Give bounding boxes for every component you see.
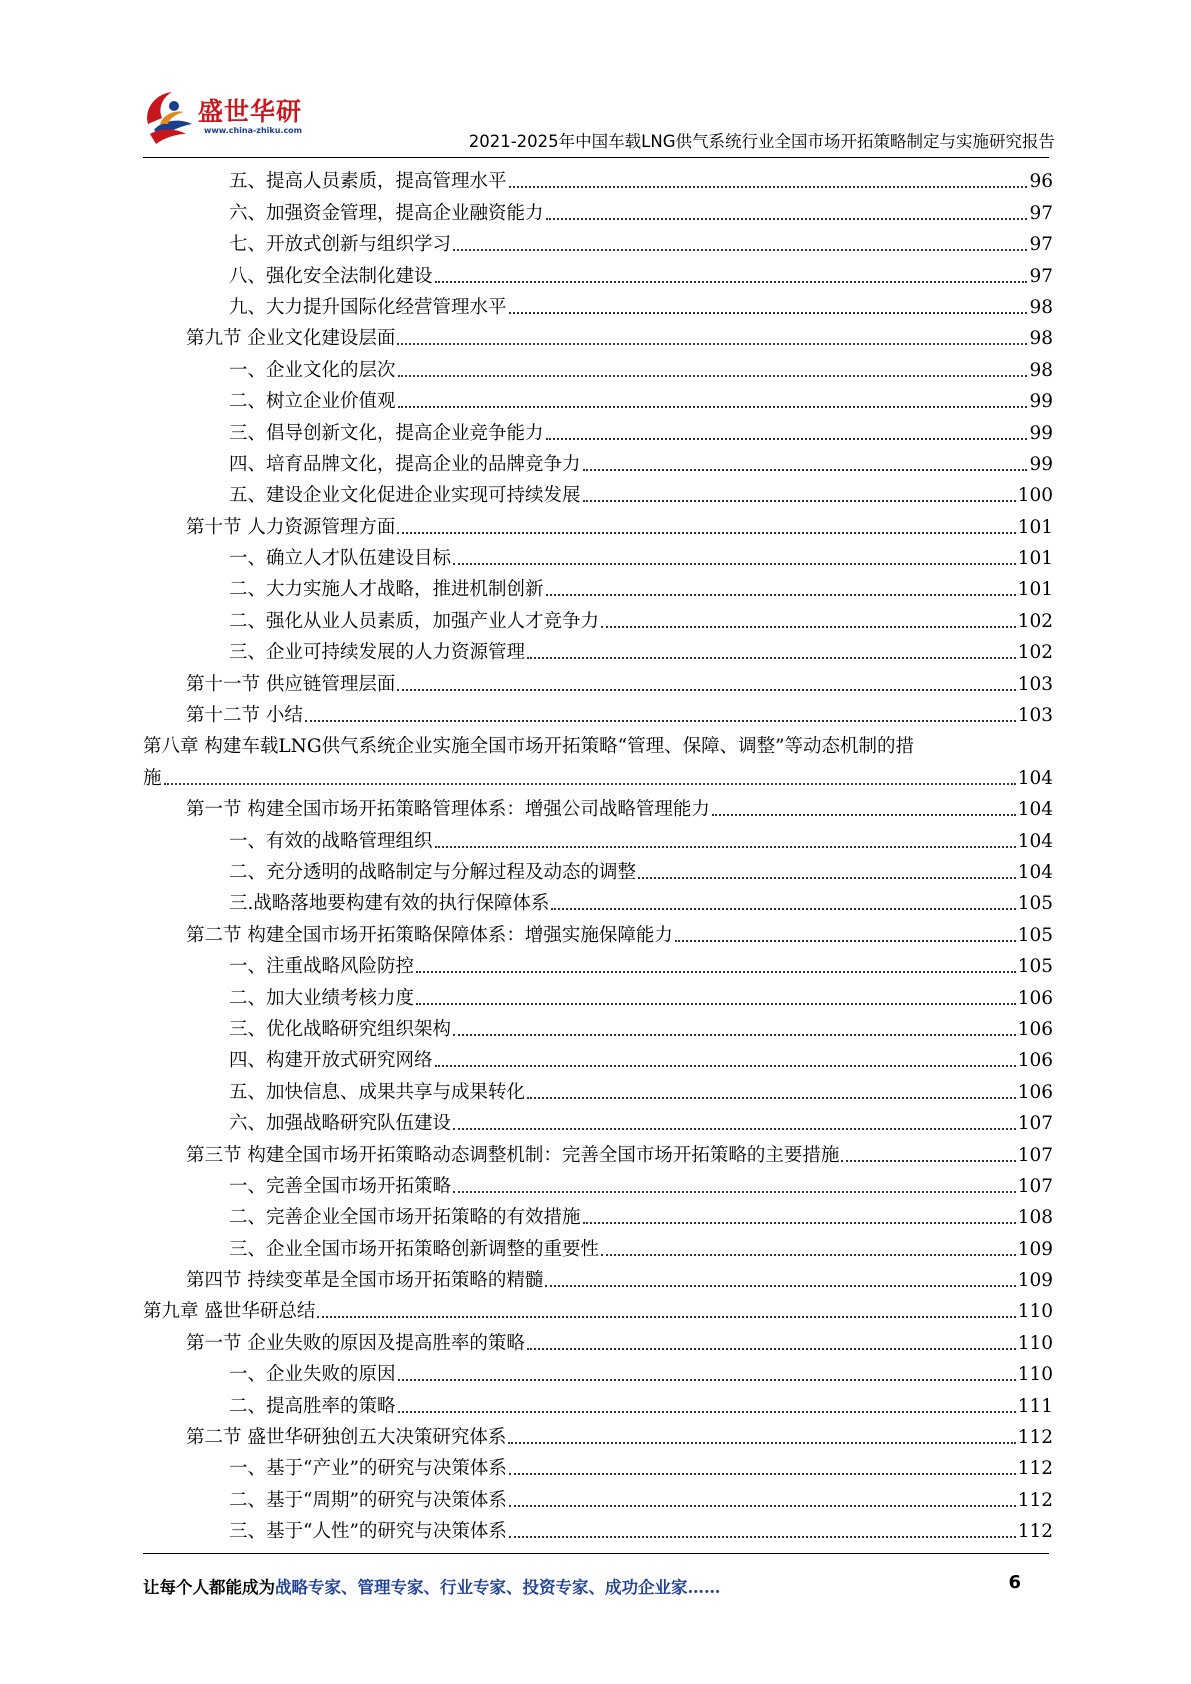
toc-entry[interactable] <box>143 916 1053 947</box>
toc-entry-page: 103 <box>1017 705 1053 727</box>
toc-entry-page: 102 <box>1017 610 1053 632</box>
toc-entry-page: 105 <box>1017 924 1053 946</box>
logo-emblem-icon <box>140 84 206 146</box>
toc-entry[interactable] <box>143 571 1053 602</box>
toc-entry-page: 110 <box>1017 1332 1053 1354</box>
toc-entry-label: 五、建设企业文化促进企业实现可持续发展 <box>229 485 581 507</box>
toc-entry-page: 106 <box>1017 1050 1053 1072</box>
toc-entry[interactable] <box>143 1230 1053 1261</box>
toc-entry-page: 108 <box>1017 1207 1053 1229</box>
toc-entry[interactable] <box>143 446 1053 477</box>
toc-entry-page: 104 <box>1017 830 1053 852</box>
toc-leader-dots <box>508 1442 1015 1444</box>
toc-entry-label: 八、强化安全法制化建设 <box>229 265 433 287</box>
toc-entry[interactable] <box>143 163 1053 194</box>
toc-entry-label: 五、加快信息、成果共享与成果转化 <box>229 1081 526 1103</box>
toc-leader-dots <box>509 1473 1016 1475</box>
toc-entry-label: 第二节 构建全国市场开拓策略保障体系：增强实施保障能力 <box>186 924 673 946</box>
toc-entry-page: 104 <box>1017 799 1053 821</box>
toc-leader-dots <box>509 312 1028 314</box>
toc-entry-page: 110 <box>1017 1364 1053 1386</box>
footer-slogan-prefix: 让每个人都能成为 <box>143 1578 275 1597</box>
toc-entry-label: 五、提高人员素质，提高管理水平 <box>229 171 507 193</box>
toc-entry-page: 112 <box>1017 1427 1053 1449</box>
toc-entry[interactable] <box>143 759 1053 790</box>
toc-entry[interactable] <box>143 351 1053 382</box>
toc-leader-dots <box>509 186 1028 188</box>
toc-entry-page: 107 <box>1017 1144 1053 1166</box>
toc-entry-label: 第十二节 小结 <box>186 705 303 727</box>
toc-entry-label: 三、倡导创新文化，提高企业竞争能力 <box>229 422 544 444</box>
toc-entry-page: 99 <box>1029 391 1053 413</box>
toc-leader-dots <box>416 971 1016 973</box>
toc-entry[interactable] <box>143 1105 1053 1136</box>
toc-entry[interactable] <box>143 320 1053 351</box>
toc-entry-label: 第十一节 供应链管理层面 <box>186 673 396 695</box>
toc-entry-label: 九、大力提升国际化经营管理水平 <box>229 296 507 318</box>
toc-entry-label: 一、有效的战略管理组织 <box>229 830 433 852</box>
toc-entry[interactable] <box>143 540 1053 571</box>
toc-leader-dots <box>435 281 1028 283</box>
toc-leader-dots <box>398 1411 1016 1413</box>
toc-entry[interactable] <box>143 1419 1053 1450</box>
toc-entry[interactable] <box>143 854 1053 885</box>
toc-entry[interactable] <box>143 1324 1053 1355</box>
toc-entry-page: 112 <box>1017 1489 1053 1511</box>
toc-entry[interactable] <box>143 791 1053 822</box>
toc-entry-label: 第十节 人力资源管理方面 <box>186 516 396 538</box>
toc-leader-dots <box>546 218 1028 220</box>
toc-entry[interactable] <box>143 885 1053 916</box>
footer-slogan <box>143 1574 721 1598</box>
toc-entry-label: 第八章 构建车载LNG供气系统企业实施全国市场开拓策略“管理、保障、调整”等动态机制的措 <box>143 736 915 758</box>
toc-entry-label: 二、提高胜率的策略 <box>229 1395 396 1417</box>
toc-entry[interactable] <box>143 289 1053 320</box>
toc-entry[interactable] <box>143 1042 1053 1073</box>
toc-leader-dots <box>305 720 1016 722</box>
toc-entry[interactable] <box>143 1387 1053 1418</box>
toc-leader-dots <box>398 1379 1016 1381</box>
toc-entry[interactable] <box>143 1168 1053 1199</box>
toc-entry-label: 六、加强战略研究队伍建设 <box>229 1113 452 1135</box>
toc-leader-dots <box>712 814 1016 816</box>
toc-entry-label: 二、树立企业价值观 <box>229 391 396 413</box>
toc-entry[interactable] <box>143 1199 1053 1230</box>
toc-leader-dots <box>583 469 1028 471</box>
toc-entry-label: 一、企业文化的层次 <box>229 359 396 381</box>
toc-leader-dots <box>453 1034 1016 1036</box>
toc-entry-label: 第二节 盛世华研独创五大决策研究体系 <box>186 1427 507 1449</box>
toc-entry[interactable] <box>143 257 1053 288</box>
toc-entry-page: 107 <box>1017 1175 1053 1197</box>
toc-entry-label: 第一节 构建全国市场开拓策略管理体系：增强公司战略管理能力 <box>186 799 710 821</box>
toc-entry[interactable] <box>143 602 1053 633</box>
toc-entry[interactable] <box>143 1136 1053 1167</box>
toc-entry-page: 112 <box>1017 1521 1053 1543</box>
toc-entry-label: 三、优化战略研究组织架构 <box>229 1018 452 1040</box>
toc-leader-dots <box>601 626 1016 628</box>
toc-entry[interactable] <box>143 1356 1053 1387</box>
toc-leader-dots <box>545 1285 1015 1287</box>
toc-entry-page: 99 <box>1029 453 1053 475</box>
table-of-contents <box>143 163 1053 1544</box>
toc-leader-dots <box>841 1160 1015 1162</box>
toc-entry-page: 106 <box>1017 987 1053 1009</box>
toc-entry-page: 109 <box>1017 1238 1053 1260</box>
toc-leader-dots <box>601 1254 1016 1256</box>
toc-entry-page: 106 <box>1017 1081 1053 1103</box>
toc-entry-page: 105 <box>1017 956 1053 978</box>
toc-leader-dots <box>546 438 1028 440</box>
toc-entry-page: 101 <box>1017 579 1053 601</box>
toc-leader-dots <box>551 908 1015 910</box>
toc-entry-page: 99 <box>1029 422 1053 444</box>
toc-entry-page: 106 <box>1017 1018 1053 1040</box>
toc-leader-dots <box>397 532 1015 534</box>
toc-entry-label: 一、基于“产业”的研究与决策体系 <box>229 1458 507 1480</box>
toc-entry[interactable] <box>143 1262 1053 1293</box>
toc-leader-dots <box>638 877 1016 879</box>
toc-leader-dots <box>527 657 1016 659</box>
toc-entry[interactable] <box>143 383 1053 414</box>
toc-entry-label: 二、充分透明的战略制定与分解过程及动态的调整 <box>229 861 637 883</box>
toc-entry[interactable] <box>143 728 1053 759</box>
toc-entry-label: 一、注重战略风险防控 <box>229 956 415 978</box>
toc-leader-dots <box>546 594 1016 596</box>
toc-entry-label: 一、确立人才队伍建设目标 <box>229 548 452 570</box>
toc-leader-dots <box>435 846 1016 848</box>
toc-entry-label: 一、企业失败的原因 <box>229 1364 396 1386</box>
toc-entry-label: 二、基于“周期”的研究与决策体系 <box>229 1489 507 1511</box>
toc-leader-dots <box>398 375 1028 377</box>
toc-entry-page: 100 <box>1017 485 1053 507</box>
toc-entry-page: 101 <box>1017 548 1053 570</box>
toc-leader-dots <box>583 500 1016 502</box>
toc-entry[interactable] <box>143 1073 1053 1104</box>
toc-entry-page: 96 <box>1029 171 1053 193</box>
toc-leader-dots <box>435 1065 1016 1067</box>
toc-leader-dots <box>509 1536 1016 1538</box>
toc-leader-dots <box>583 1222 1016 1224</box>
toc-entry[interactable] <box>143 948 1053 979</box>
toc-entry[interactable] <box>143 477 1053 508</box>
toc-entry[interactable] <box>143 1513 1053 1544</box>
toc-leader-dots <box>453 1128 1016 1130</box>
toc-entry-label: 三、企业可持续发展的人力资源管理 <box>229 642 526 664</box>
toc-entry[interactable] <box>143 1011 1053 1042</box>
toc-entry-page: 107 <box>1017 1113 1053 1135</box>
toc-entry[interactable] <box>143 1450 1053 1481</box>
logo-url: www.china-zhiku.com <box>204 126 303 135</box>
toc-entry-label: 第四节 持续变革是全国市场开拓策略的精髓 <box>186 1270 544 1292</box>
toc-entry-label: 二、大力实施人才战略，推进机制创新 <box>229 579 544 601</box>
toc-entry-page: 101 <box>1017 516 1053 538</box>
toc-entry-label: 第三节 构建全国市场开拓策略动态调整机制：完善全国市场开拓策略的主要措施 <box>186 1144 840 1166</box>
toc-leader-dots <box>527 1097 1016 1099</box>
toc-leader-dots <box>317 1316 1015 1318</box>
toc-entry[interactable] <box>143 414 1053 445</box>
report-title: 2021-2025年中国车载LNG供气系统行业全国市场开拓策略制定与实施研究报告 <box>468 132 1055 151</box>
toc-entry[interactable] <box>143 1481 1053 1512</box>
toc-entry[interactable] <box>143 697 1053 728</box>
company-logo <box>140 84 320 146</box>
toc-entry-page: 104 <box>1017 767 1053 789</box>
toc-entry-page: 104 <box>1017 861 1053 883</box>
toc-entry-label: 六、加强资金管理，提高企业融资能力 <box>229 202 544 224</box>
toc-entry-page: 102 <box>1017 642 1053 664</box>
toc-entry-page: 109 <box>1017 1270 1053 1292</box>
toc-leader-dots <box>397 343 1027 345</box>
toc-entry-label: 三、企业全国市场开拓策略创新调整的重要性 <box>229 1238 600 1260</box>
toc-leader-dots <box>416 1003 1016 1005</box>
toc-leader-dots <box>397 689 1015 691</box>
toc-entry-page: 97 <box>1029 202 1053 224</box>
toc-entry-label: 一、完善全国市场开拓策略 <box>229 1175 452 1197</box>
footer-slogan-highlight: 战略专家、管理专家、行业专家、投资专家、成功企业家…… <box>275 1578 721 1597</box>
toc-entry-label: 二、加大业绩考核力度 <box>229 987 415 1009</box>
toc-entry-page: 105 <box>1017 893 1053 915</box>
toc-leader-dots <box>675 940 1016 942</box>
toc-entry-label: 四、培育品牌文化，提高企业的品牌竞争力 <box>229 453 581 475</box>
toc-entry-label: 七、开放式创新与组织学习 <box>229 234 452 256</box>
toc-entry-label: 第一节 企业失败的原因及提高胜率的策略 <box>186 1332 525 1354</box>
toc-entry[interactable] <box>143 508 1053 539</box>
toc-entry-page: 97 <box>1029 234 1053 256</box>
toc-entry-label: 第九章 盛世华研总结 <box>143 1301 316 1323</box>
header-divider <box>143 157 1049 158</box>
toc-entry-label: 二、完善企业全国市场开拓策略的有效措施 <box>229 1207 581 1229</box>
toc-entry[interactable] <box>143 634 1053 665</box>
footer-divider <box>143 1553 1049 1554</box>
toc-entry[interactable] <box>143 226 1053 257</box>
toc-entry-page: 103 <box>1017 673 1053 695</box>
toc-entry[interactable] <box>143 194 1053 225</box>
toc-entry[interactable] <box>143 1293 1053 1324</box>
toc-leader-dots <box>453 249 1027 251</box>
toc-entry-page: 112 <box>1017 1458 1053 1480</box>
toc-leader-dots <box>527 1348 1016 1350</box>
toc-entry-page: 98 <box>1029 296 1053 318</box>
toc-entry-label: 第九节 企业文化建设层面 <box>186 328 396 350</box>
toc-leader-dots <box>398 406 1028 408</box>
toc-entry-page: 110 <box>1017 1301 1053 1323</box>
toc-entry-label: 四、构建开放式研究网络 <box>229 1050 433 1072</box>
toc-entry-page: 111 <box>1017 1395 1053 1417</box>
toc-leader-dots <box>453 563 1016 565</box>
page-header <box>0 0 1191 160</box>
toc-leader-dots <box>453 1191 1016 1193</box>
toc-entry[interactable] <box>143 822 1053 853</box>
toc-entry-page: 98 <box>1029 328 1053 350</box>
toc-entry-label: 施 <box>143 767 162 789</box>
toc-leader-dots <box>509 1505 1016 1507</box>
toc-entry-page: 98 <box>1029 359 1053 381</box>
toc-leader-dots <box>164 783 1016 785</box>
logo-text: 盛世华研 <box>198 97 303 126</box>
toc-entry-label: 三、基于“人性”的研究与决策体系 <box>229 1521 507 1543</box>
page-number: 6 <box>1008 1572 1021 1593</box>
toc-entry[interactable] <box>143 979 1053 1010</box>
toc-entry[interactable] <box>143 665 1053 696</box>
toc-entry-page: 97 <box>1029 265 1053 287</box>
toc-entry-label: 二、强化从业人员素质，加强产业人才竞争力 <box>229 610 600 632</box>
toc-entry-label: 三.战略落地要构建有效的执行保障体系 <box>229 893 550 915</box>
